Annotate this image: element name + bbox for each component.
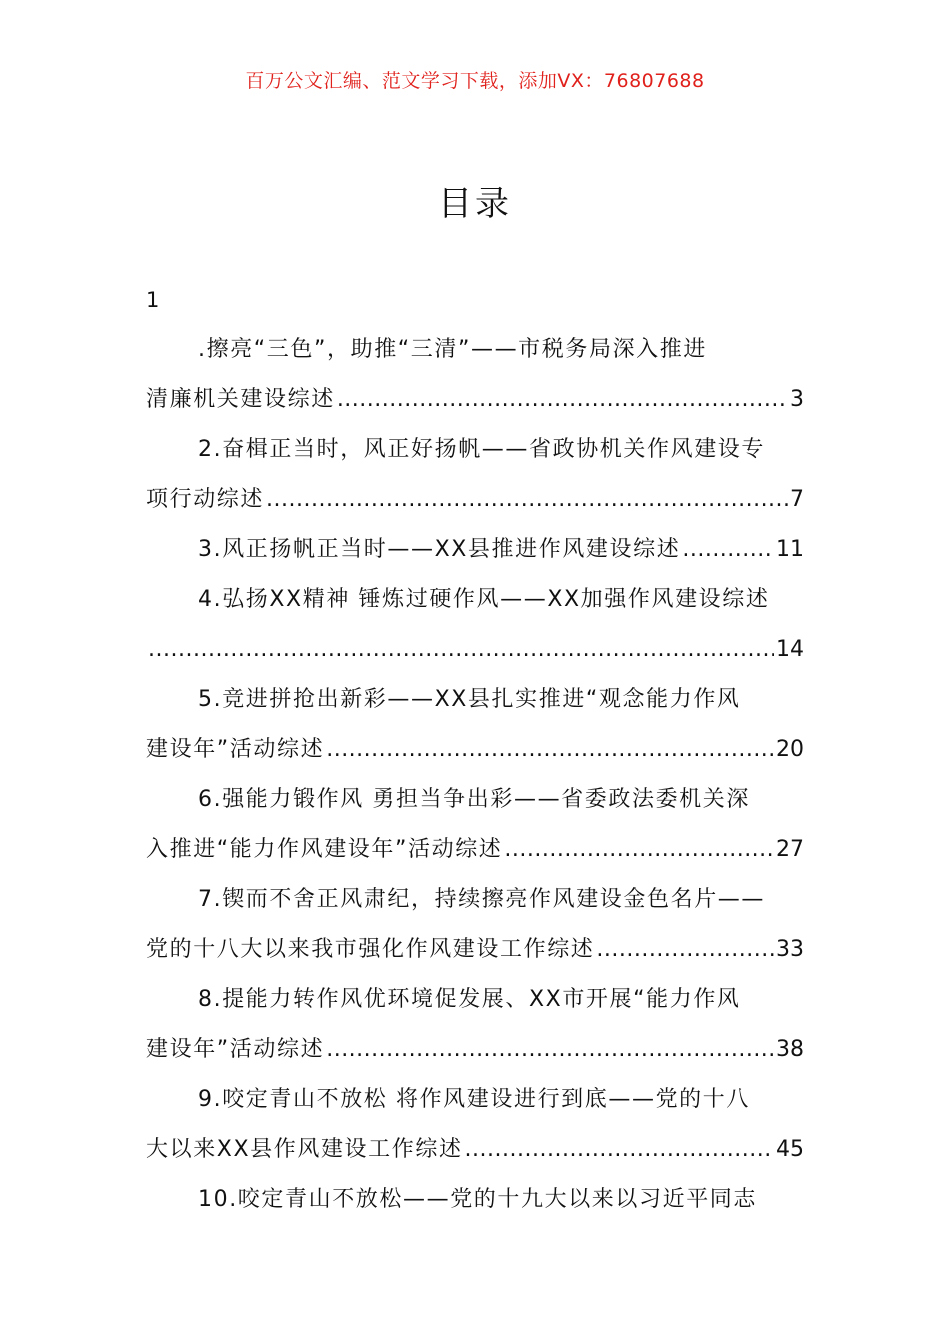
- toc-page-number: 45: [776, 1137, 804, 1162]
- first-number: 1: [146, 288, 160, 312]
- dot-leader: [682, 525, 774, 575]
- toc-entry-title-cont: 入推进“能力作风建设年”活动综述: [146, 837, 503, 862]
- table-of-contents: [146, 325, 804, 1225]
- toc-entry-title-cont: 清廉机关建设综述: [146, 387, 335, 412]
- dot-leader: [465, 1125, 774, 1175]
- toc-entry-5[interactable]: [146, 675, 804, 775]
- toc-entry-10[interactable]: [146, 1175, 804, 1225]
- toc-page-number: 3: [790, 387, 804, 412]
- toc-entry-3[interactable]: [146, 525, 804, 575]
- toc-page-number: 14: [776, 637, 804, 662]
- dot-leader: [148, 625, 774, 675]
- toc-entry-title-cont: 党的十八大以来我市强化作风建设工作综述: [146, 937, 595, 962]
- toc-entry-title: 4.弘扬XX精神 锤炼过硬作风——XX加强作风建设综述: [198, 587, 770, 612]
- toc-entry-title-cont: 建设年”活动综述: [146, 737, 325, 762]
- toc-entry-title: 5.竞进拼抢出新彩——XX县扎实推进“观念能力作风: [198, 687, 741, 712]
- toc-page-number: 38: [776, 1037, 804, 1062]
- dot-leader: [326, 725, 774, 775]
- toc-entry-title: 2.奋楫正当时，风正好扬帆——省政协机关作风建设专: [198, 437, 765, 462]
- dot-leader: [504, 825, 774, 875]
- toc-entry-title: 3.风正扬帆正当时——XX县推进作风建设综述: [198, 537, 681, 562]
- toc-entry-8[interactable]: [146, 975, 804, 1075]
- toc-entry-title-cont: 项行动综述: [146, 487, 265, 512]
- toc-entry-2[interactable]: [146, 425, 804, 525]
- toc-entry-6[interactable]: [146, 775, 804, 875]
- toc-entry-title-cont: 建设年”活动综述: [146, 1037, 325, 1062]
- toc-entry-7[interactable]: [146, 875, 804, 975]
- toc-entry-9[interactable]: [146, 1075, 804, 1175]
- toc-entry-title: 9.咬定青山不放松 将作风建设进行到底——党的十八: [198, 1087, 750, 1112]
- toc-entry-title: 6.强能力锻作风 勇担当争出彩——省委政法委机关深: [198, 787, 750, 812]
- toc-page-number: 11: [776, 537, 804, 562]
- dot-leader: [266, 475, 788, 525]
- dot-leader: [326, 1025, 774, 1075]
- toc-page-number: 20: [776, 737, 804, 762]
- toc-entry-title: 8.提能力转作风优环境促发展、XX市开展“能力作风: [198, 987, 741, 1012]
- toc-entry-1[interactable]: [146, 325, 804, 425]
- toc-entry-title-cont: 大以来XX县作风建设工作综述: [146, 1137, 463, 1162]
- toc-entry-title: 7.锲而不舍正风肃纪，持续擦亮作风建设金色名片——: [198, 887, 765, 912]
- toc-page-number: 27: [776, 837, 804, 862]
- dot-leader: [337, 375, 788, 425]
- toc-entry-4[interactable]: [146, 575, 804, 675]
- page-title: 目录: [438, 184, 512, 224]
- dot-leader: [596, 925, 774, 975]
- toc-entry-title: .擦亮“三色”，助推“三清”——市税务局深入推进: [198, 337, 707, 362]
- toc-page-number: 33: [776, 937, 804, 962]
- toc-page-number: 7: [790, 487, 804, 512]
- header-note: 百万公文汇编、范文学习下载，添加VX：76807688: [245, 70, 705, 92]
- toc-entry-title: 10.咬定青山不放松——党的十九大以来以习近平同志: [198, 1187, 757, 1212]
